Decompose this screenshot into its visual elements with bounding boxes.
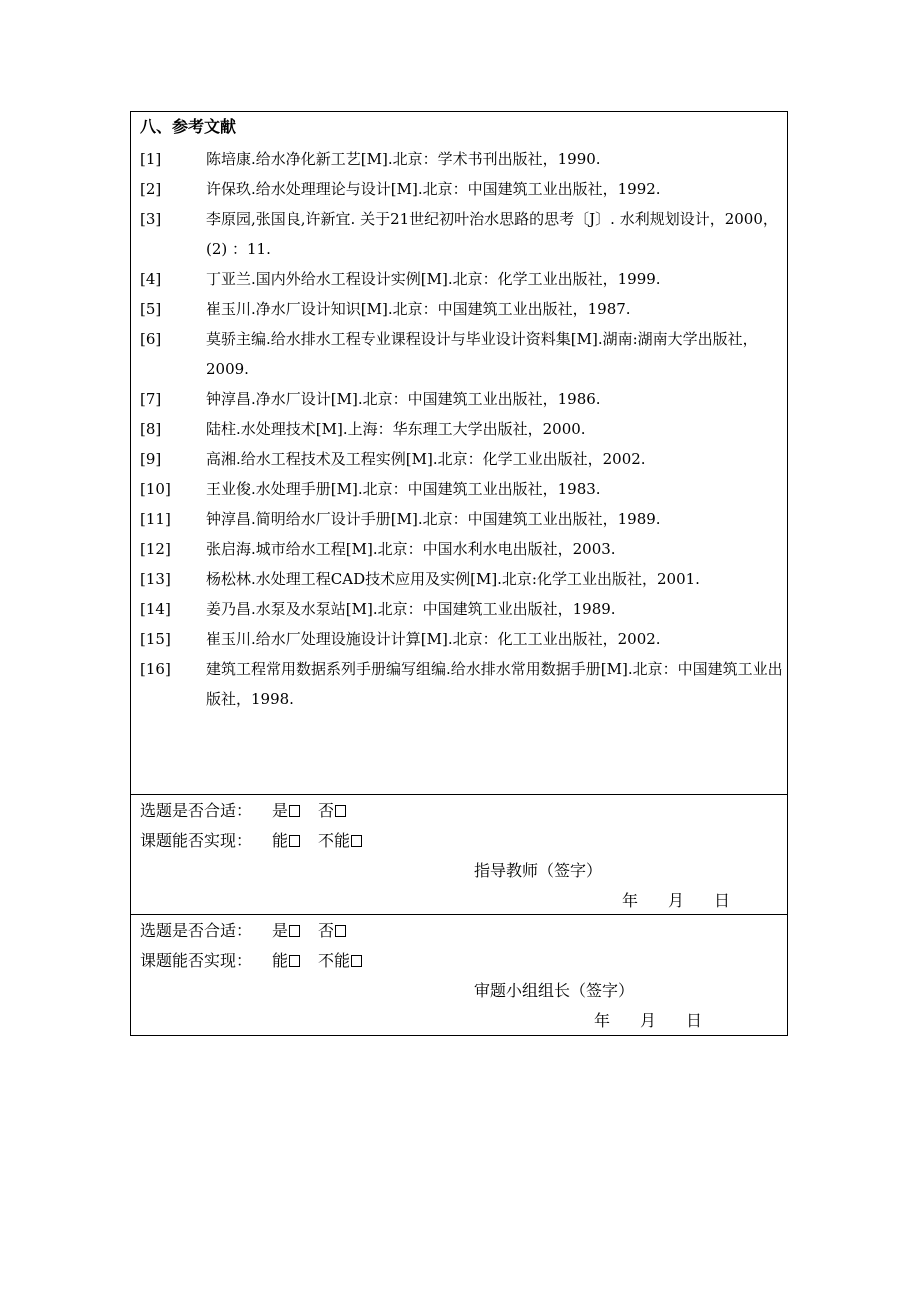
topic-suitable-label: 选题是否合适： <box>140 801 253 820</box>
reference-text: 姜乃昌.水泵及水泵站[M].北京：中国建筑工业出版社，1989. <box>206 600 616 618</box>
reference-item <box>140 144 784 174</box>
reference-text: 钟淳昌.净水厂设计[M].北京：中国建筑工业出版社，1986. <box>206 390 601 408</box>
reference-number: [6] <box>140 330 162 348</box>
reference-text: 崔玉川.净水厂设计知识[M].北京：中国建筑工业出版社，1987. <box>206 300 631 318</box>
topic-suitable-label: 选题是否合适： <box>140 921 253 940</box>
advisor-cannot-option[interactable] <box>318 831 362 850</box>
reference-item <box>140 594 784 624</box>
reference-text: 建筑工程常用数据系列手册编写组编.给水排水常用数据手册[M].北京：中国建筑工业出版社，1998. <box>206 660 783 708</box>
reference-number: [15] <box>140 630 171 648</box>
references-heading: 八、参考文献 <box>140 117 237 136</box>
advisor-yes-option[interactable] <box>272 801 300 820</box>
reference-text: 陈培康.给水净化新工艺[M].北京：学术书刊出版社，1990. <box>206 150 601 168</box>
committee-no-option[interactable] <box>318 921 346 940</box>
reference-item <box>140 444 784 474</box>
reference-text: 张启海.城市给水工程[M].北京：中国水利水电出版社，2003. <box>206 540 616 558</box>
reference-item <box>140 174 784 204</box>
checkbox[interactable] <box>289 835 300 847</box>
reference-text: 王业俊.水处理手册[M].北京：中国建筑工业出版社，1983. <box>206 480 601 498</box>
committee-topic-suitable-row <box>140 919 346 943</box>
no-label: 否 <box>318 801 335 820</box>
advisor-topic-suitable-row <box>140 799 346 823</box>
reference-text: 许保玖.给水处理理论与设计[M].北京：中国建筑工业出版社，1992. <box>206 180 661 198</box>
review-form-table <box>130 111 788 1036</box>
topic-feasible-label: 课题能否实现： <box>140 951 253 970</box>
committee-topic-feasible-row <box>140 949 362 973</box>
reference-number: [16] <box>140 660 171 678</box>
reference-number: [10] <box>140 480 171 498</box>
reference-text: 李原园,张国良,许新宜. 关于21世纪初叶治水思路的思考〔J〕. 水利规划设计，2000，(2) ：11. <box>206 210 778 258</box>
can-label: 能 <box>272 831 289 850</box>
reference-number: [8] <box>140 420 162 438</box>
committee-signature-label: 审题小组组长（签字） <box>474 981 635 1000</box>
advisor-topic-feasible-row <box>140 829 362 853</box>
day-label: 日 <box>686 1011 703 1030</box>
reference-item <box>140 324 784 384</box>
checkbox[interactable] <box>289 805 300 817</box>
committee-yes-option[interactable] <box>272 921 300 940</box>
yes-label: 是 <box>272 801 289 820</box>
topic-feasible-label: 课题能否实现： <box>140 831 253 850</box>
cannot-label: 不能 <box>318 951 351 970</box>
no-label: 否 <box>318 921 335 940</box>
advisor-date <box>622 889 730 913</box>
cannot-label: 不能 <box>318 831 351 850</box>
checkbox[interactable] <box>335 925 346 937</box>
reference-item <box>140 534 784 564</box>
reference-item <box>140 654 784 714</box>
reference-text: 高湘.给水工程技术及工程实例[M].北京：化学工业出版社，2002. <box>206 450 646 468</box>
reference-item <box>140 384 784 414</box>
reference-number: [14] <box>140 600 171 618</box>
reference-item <box>140 564 784 594</box>
checkbox[interactable] <box>289 955 300 967</box>
reference-item <box>140 294 784 324</box>
reference-number: [5] <box>140 300 162 318</box>
advisor-review-section <box>131 795 787 915</box>
advisor-can-option[interactable] <box>272 831 300 850</box>
yes-label: 是 <box>272 921 289 940</box>
reference-text: 丁亚兰.国内外给水工程设计实例[M].北京：化学工业出版社，1999. <box>206 270 661 288</box>
checkbox[interactable] <box>335 805 346 817</box>
committee-can-option[interactable] <box>272 951 300 970</box>
committee-review-section <box>131 915 787 1035</box>
reference-number: [9] <box>140 450 162 468</box>
reference-list <box>140 144 784 714</box>
day-label: 日 <box>714 891 731 910</box>
reference-number: [12] <box>140 540 171 558</box>
reference-number: [7] <box>140 390 162 408</box>
can-label: 能 <box>272 951 289 970</box>
reference-text: 钟淳昌.简明给水厂设计手册[M].北京：中国建筑工业出版社，1989. <box>206 510 661 528</box>
year-label: 年 <box>622 891 639 910</box>
reference-item <box>140 264 784 294</box>
advisor-no-option[interactable] <box>318 801 346 820</box>
committee-cannot-option[interactable] <box>318 951 362 970</box>
references-section <box>131 112 787 795</box>
reference-text: 杨松林.水处理工程CAD技术应用及实例[M].北京:化学工业出版社，2001. <box>206 570 700 588</box>
reference-number: [2] <box>140 180 162 198</box>
reference-item <box>140 414 784 444</box>
reference-text: 陆柱.水处理技术[M].上海：华东理工大学出版社，2000. <box>206 420 586 438</box>
reference-text: 莫骄主编.给水排水工程专业课程设计与毕业设计资料集[M].湖南:湖南大学出版社，2009. <box>206 330 758 378</box>
reference-item <box>140 474 784 504</box>
committee-date <box>594 1009 702 1033</box>
month-label: 月 <box>640 1011 657 1030</box>
reference-item <box>140 204 784 264</box>
year-label: 年 <box>594 1011 611 1030</box>
advisor-signature-label: 指导教师（签字） <box>474 861 603 880</box>
reference-number: [13] <box>140 570 171 588</box>
reference-number: [3] <box>140 210 162 228</box>
reference-item <box>140 504 784 534</box>
reference-number: [4] <box>140 270 162 288</box>
reference-number: [1] <box>140 150 162 168</box>
month-label: 月 <box>668 891 685 910</box>
checkbox[interactable] <box>289 925 300 937</box>
reference-number: [11] <box>140 510 171 528</box>
reference-item <box>140 624 784 654</box>
reference-text: 崔玉川.给水厂处理设施设计计算[M].北京：化工工业出版社，2002. <box>206 630 661 648</box>
checkbox[interactable] <box>351 955 362 967</box>
checkbox[interactable] <box>351 835 362 847</box>
